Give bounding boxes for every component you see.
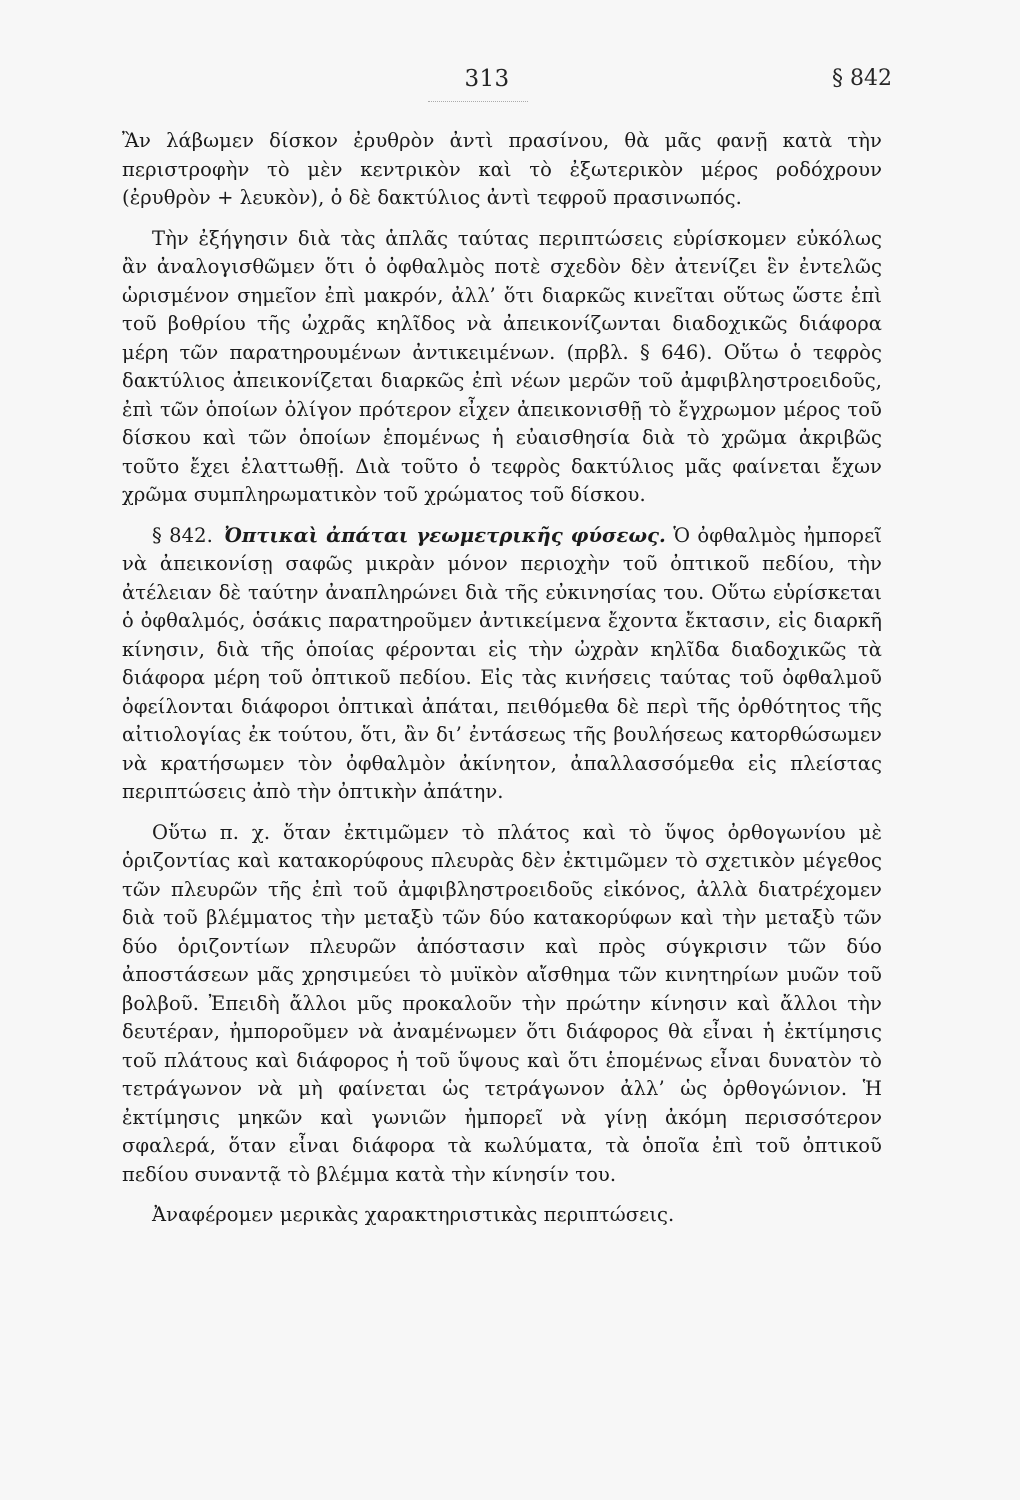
- paragraph-rectangle-example: [122, 819, 882, 1190]
- paragraph-text: Οὕτω π. χ. ὅταν ἐκτιμῶμεν τὸ πλάτος καὶ τὸ ὕψος ὀρθογωνίου μὲ ὁριζοντίας καὶ κατακορύφους πλευρὰς δὲν ἐκτιμῶμεν τὸ σχετικὸν μέγεθος τῶν πλευρῶν τῆς ἐπὶ τοῦ ἀμφιβληστροειδοῦς εἰκόνος, ἀλλὰ διατρέχομεν διὰ τοῦ βλέμματος τὴν μεταξὺ τῶν δύο κατακορύφων καὶ τὴν μεταξὺ τῶν δύο ὁριζοντίων πλευρῶν ἀπόστασιν καὶ πρὸς σύγκρισιν τῶν δύο ἀποστάσεων μᾶς χρησιμεύει τὸ μυϊκὸν αἴσθημα τῶν κινητηρίων μυῶν τοῦ βολβοῦ. Ἐπειδὴ ἄλλοι μῦς προκαλοῦν τὴν πρώτην κίνησιν καὶ ἄλλοι τὴν δευτέραν, ἠμποροῦμεν νὰ ἀναμένωμεν ὅτι διάφορος θὰ εἶναι ἡ ἐκτίμησις τοῦ πλάτους καὶ διάφορος ἡ τοῦ ὕψους καὶ ὅτι ἑπομένως εἶναι δυνατὸν τὸ τετράγωνον νὰ μὴ φαίνεται ὡς τετράγωνον ἀλλ’ ὡς ὀρθογώνιον. Ἡ ἐκτίμησις μηκῶν καὶ γωνιῶν ἠμπορεῖ νὰ γίνῃ ἀκόμη περισσότερον σφαλερά, ὅταν εἶναι διάφορα τὰ κωλύματα, τὰ ὁποῖα ἐπὶ τοῦ ὀπτικοῦ πεδίου συναντᾷ τὸ βλέμμα κατὰ τὴν κίνησίν του.: [122, 820, 882, 1186]
- running-section-reference: § 842: [832, 66, 892, 91]
- paragraph-text: Ἂν λάβωμεν δίσκον ἐρυθρὸν ἀντὶ πρασίνου, θὰ μᾶς φανῇ κατὰ τὴν περιστροφὴν τὸ μὲν κεντρικὸν καὶ τὸ ἐξωτερικὸν μέρος ροδόχρουν (ἐρυθρὸν + λευκὸν), ὁ δὲ δακτύλιος ἀντὶ τεφροῦ πρασινωπός.: [122, 129, 882, 209]
- paragraph-explanation: [122, 225, 882, 510]
- paragraph-text: Τὴν ἐξήγησιν διὰ τὰς ἁπλᾶς ταύτας περιπτώσεις εὑρίσκομεν εὐκόλως ἂν ἀναλογισθῶμεν ὅτι ὁ ὀφθαλμὸς ποτὲ σχεδὸν δὲν ἀτενίζει ἓν ἐντελῶς ὡρισμένον σημεῖον ἐπὶ μακρόν, ἀλλ’ ὅτι διαρκῶς κινεῖται οὕτως ὥστε ἐπὶ τοῦ βοθρίου τῆς ὠχρᾶς κηλῖδος νὰ ἀπεικονίζωνται διαδοχικῶς διάφορα μέρη τῶν παρατηρουμένων ἀντικειμένων. (πρβλ. § 646). Οὕτω ὁ τεφρὸς δακτύλιος ἀπεικονίζεται διαρκῶς ἐπὶ νέων μερῶν τοῦ ἀμφιβληστροειδοῦς, ἐπὶ τῶν ὁποίων ὀλίγον πρότερον εἶχεν ἀπεικονισθῇ τὸ ἔγχρωμον μέρος τοῦ δίσκου καὶ τῶν ὁποίων ἑπομένως ἡ εὐαισθησία διὰ τὸ χρῶμα ἀκριβῶς τοῦτο ἔχει ἐλαττωθῇ. Διὰ τοῦτο ὁ τεφρὸς δακτύλιος μᾶς φαίνεται ἔχων χρῶμα συμπληρωματικὸν τοῦ χρώματος τοῦ δίσκου.: [122, 226, 882, 506]
- section-842-paragraph: [122, 522, 882, 807]
- main-text: [122, 127, 882, 1230]
- paragraph-disk-color: [122, 127, 882, 213]
- header-divider: [428, 101, 528, 102]
- paragraph-text: Ἀναφέρομεν μερικὰς χαρακτηριστικὰς περιπτώσεις.: [152, 1203, 675, 1226]
- paragraph-characteristic-cases: [122, 1201, 882, 1230]
- section-heading: Ὀπτικαὶ ἀπάται γεωμετρικῆς φύσεως.: [224, 523, 666, 547]
- paragraph-text: Ὁ ὀφθαλμὸς ἠμπορεῖ νὰ ἀπεικονίσῃ σαφῶς μικρὰν μόνον περιοχὴν τοῦ ὀπτικοῦ πεδίου, τὴν ἀτέλειαν δὲ ταύτην ἀναπληρώνει διὰ τῆς εὐκινησίας του. Οὕτω εὑρίσκεται ὁ ὀφθαλμός, ὁσάκις παρατηροῦμεν ἀντικείμενα ἔχοντα ἔκτασιν, εἰς διαρκῆ κίνησιν, διὰ τῆς ὁποίας φέρονται εἰς τὴν ὠχρὰν κηλῖδα διαδοχικῶς τὰ διάφορα μέρη τοῦ ὀπτικοῦ πεδίου. Εἰς τὰς κινήσεις ταύτας τοῦ ὀφθαλμοῦ ὀφείλονται διάφοροι ὀπτικαὶ ἀπάται, πειθόμεθα δὲ περὶ τῆς ὀρθότητος τῆς αἰτιολογίας ἐκ τούτου, ὅτι, ἂν δι’ ἐντάσεως τῆς βουλήσεως κατορθώσωμεν νὰ κρατήσωμεν τὸν ὀφθαλμὸν ἀκίνητον, ἀπαλλασσόμεθα εἰς πλείστας περιπτώσεις ἀπὸ τὴν ὀπτικὴν ἀπάτην.: [122, 523, 883, 803]
- page-number: 313: [464, 66, 510, 92]
- section-number: § 842.: [152, 523, 213, 547]
